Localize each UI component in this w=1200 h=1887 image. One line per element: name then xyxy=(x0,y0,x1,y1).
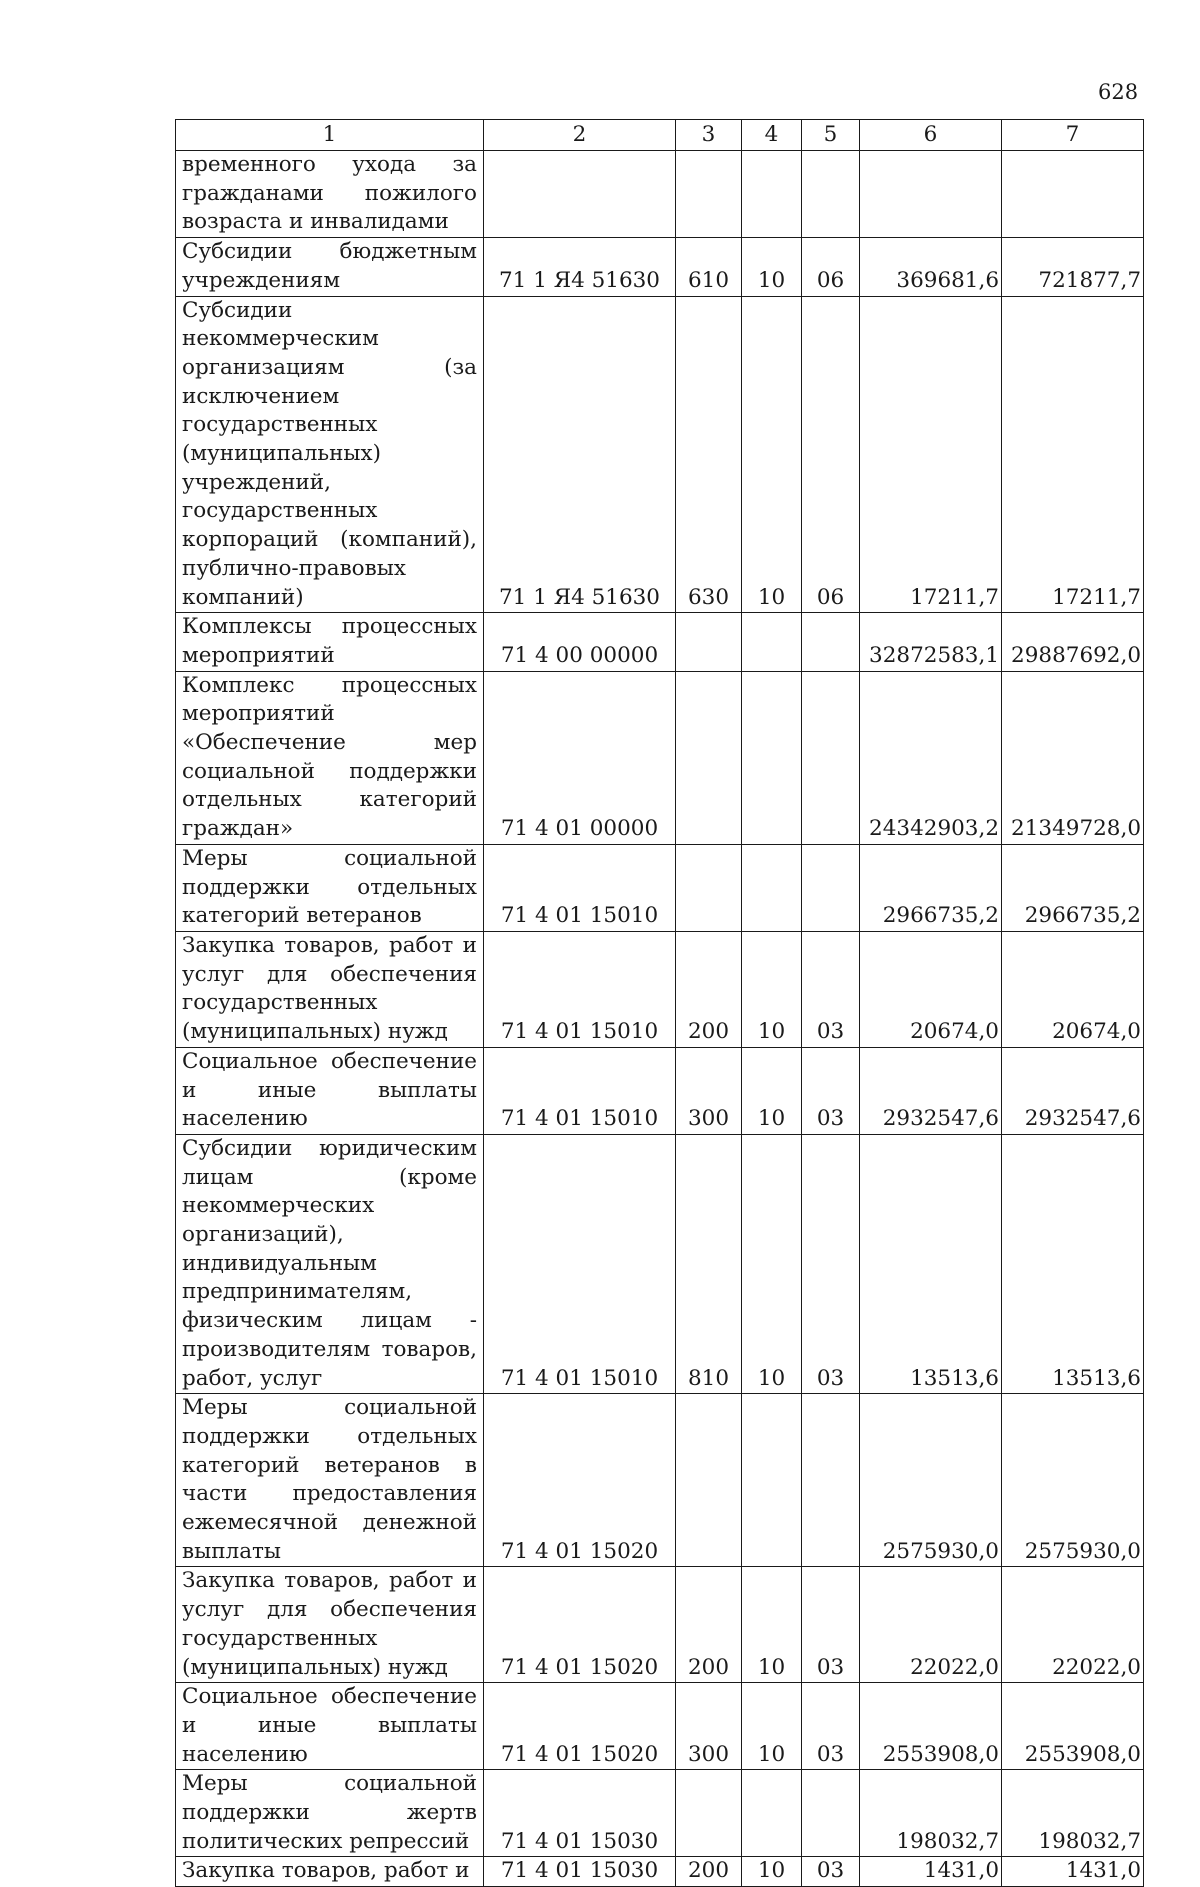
table-body xyxy=(176,151,1144,1887)
section-cell: 10 xyxy=(742,1134,802,1393)
row-label-cell: Меры социальной поддержки отдельных категорий ветеранов в части предоставления ежемесячной денежной выплаты xyxy=(176,1394,484,1567)
amount-year1-cell xyxy=(860,151,1002,238)
column-header: 1 xyxy=(176,120,484,151)
subsection-cell xyxy=(802,613,860,671)
column-header: 7 xyxy=(1002,120,1144,151)
subsection-cell xyxy=(802,151,860,238)
table-header-row xyxy=(176,120,1144,151)
amount-year2-cell: 20674,0 xyxy=(1002,931,1144,1047)
amount-year2-cell: 2932547,6 xyxy=(1002,1047,1144,1134)
expense-type-cell: 630 xyxy=(676,296,742,613)
amount-year1-cell: 2932547,6 xyxy=(860,1047,1002,1134)
table-row xyxy=(176,613,1144,671)
target-code-cell: 71 1 Я4 51630 xyxy=(484,296,676,613)
table-row xyxy=(176,1394,1144,1567)
expense-type-cell xyxy=(676,151,742,238)
row-label-cell: Субсидии юридическим лицам (кроме некоммерческих организаций), индивидуальным предпринимателям, физическим лицам - производителям товаров, работ, услуг xyxy=(176,1134,484,1393)
subsection-cell: 06 xyxy=(802,296,860,613)
row-label-cell: Субсидии бюджетным учреждениям xyxy=(176,238,484,296)
subsection-cell xyxy=(802,1770,860,1857)
target-code-cell: 71 4 01 15010 xyxy=(484,1134,676,1393)
amount-year2-cell: 2966735,2 xyxy=(1002,844,1144,931)
table-row xyxy=(176,296,1144,613)
table-row xyxy=(176,1857,1144,1887)
amount-year1-cell: 369681,6 xyxy=(860,238,1002,296)
amount-year2-cell: 1431,0 xyxy=(1002,1857,1144,1887)
subsection-cell: 03 xyxy=(802,1047,860,1134)
section-cell xyxy=(742,844,802,931)
section-cell xyxy=(742,671,802,844)
section-cell xyxy=(742,1770,802,1857)
amount-year2-cell: 29887692,0 xyxy=(1002,613,1144,671)
row-label-cell: Социальное обеспечение и иные выплаты населению xyxy=(176,1683,484,1770)
row-label-cell: Меры социальной поддержки отдельных категорий ветеранов xyxy=(176,844,484,931)
row-label-cell: Закупка товаров, работ и услуг для обеспечения государственных (муниципальных) нужд xyxy=(176,1567,484,1683)
target-code-cell: 71 4 01 15010 xyxy=(484,1047,676,1134)
section-cell xyxy=(742,1394,802,1567)
section-cell: 10 xyxy=(742,1567,802,1683)
amount-year1-cell: 22022,0 xyxy=(860,1567,1002,1683)
column-header: 2 xyxy=(484,120,676,151)
section-cell: 10 xyxy=(742,296,802,613)
amount-year2-cell: 721877,7 xyxy=(1002,238,1144,296)
amount-year1-cell: 2575930,0 xyxy=(860,1394,1002,1567)
expense-type-cell xyxy=(676,1770,742,1857)
page-number: 628 xyxy=(1098,80,1139,104)
row-label-cell: Закупка товаров, работ и услуг для обеспечения государственных (муниципальных) нужд xyxy=(176,931,484,1047)
expense-type-cell xyxy=(676,1394,742,1567)
row-label-cell: временного ухода за гражданами пожилого возраста и инвалидами xyxy=(176,151,484,238)
amount-year2-cell: 17211,7 xyxy=(1002,296,1144,613)
table-row xyxy=(176,1770,1144,1857)
subsection-cell: 03 xyxy=(802,1134,860,1393)
amount-year2-cell: 2553908,0 xyxy=(1002,1683,1144,1770)
section-cell: 10 xyxy=(742,1857,802,1887)
subsection-cell xyxy=(802,671,860,844)
section-cell xyxy=(742,151,802,238)
column-header: 3 xyxy=(676,120,742,151)
amount-year1-cell: 198032,7 xyxy=(860,1770,1002,1857)
amount-year1-cell: 1431,0 xyxy=(860,1857,1002,1887)
table-row xyxy=(176,238,1144,296)
target-code-cell: 71 4 01 15010 xyxy=(484,844,676,931)
section-cell: 10 xyxy=(742,1047,802,1134)
row-label-cell: Субсидии некоммерческим организациям (за исключением государственных (муниципальных) учреждений, государственных корпораций (компаний), публично-правовых компаний) xyxy=(176,296,484,613)
expense-type-cell: 610 xyxy=(676,238,742,296)
table-row xyxy=(176,671,1144,844)
amount-year2-cell: 22022,0 xyxy=(1002,1567,1144,1683)
subsection-cell: 03 xyxy=(802,1567,860,1683)
expense-type-cell: 200 xyxy=(676,1857,742,1887)
target-code-cell: 71 4 01 15030 xyxy=(484,1857,676,1887)
target-code-cell: 71 4 01 00000 xyxy=(484,671,676,844)
amount-year1-cell: 2966735,2 xyxy=(860,844,1002,931)
amount-year1-cell: 32872583,1 xyxy=(860,613,1002,671)
expense-type-cell: 200 xyxy=(676,931,742,1047)
target-code-cell: 71 4 01 15020 xyxy=(484,1683,676,1770)
table-row xyxy=(176,151,1144,238)
budget-table xyxy=(175,119,1144,1887)
section-cell: 10 xyxy=(742,931,802,1047)
expense-type-cell: 300 xyxy=(676,1683,742,1770)
expense-type-cell xyxy=(676,671,742,844)
target-code-cell: 71 4 01 15020 xyxy=(484,1394,676,1567)
column-header: 4 xyxy=(742,120,802,151)
target-code-cell xyxy=(484,151,676,238)
amount-year1-cell: 2553908,0 xyxy=(860,1683,1002,1770)
expense-type-cell xyxy=(676,613,742,671)
target-code-cell: 71 4 01 15030 xyxy=(484,1770,676,1857)
row-label-cell: Комплекс процессных мероприятий «Обеспечение мер социальной поддержки отдельных категорий граждан» xyxy=(176,671,484,844)
expense-type-cell xyxy=(676,844,742,931)
table-row xyxy=(176,1567,1144,1683)
row-label-cell: Меры социальной поддержки жертв политических репрессий xyxy=(176,1770,484,1857)
target-code-cell: 71 4 01 15020 xyxy=(484,1567,676,1683)
subsection-cell: 03 xyxy=(802,1683,860,1770)
subsection-cell xyxy=(802,1394,860,1567)
target-code-cell: 71 4 01 15010 xyxy=(484,931,676,1047)
table-row xyxy=(176,1134,1144,1393)
amount-year2-cell: 21349728,0 xyxy=(1002,671,1144,844)
subsection-cell: 06 xyxy=(802,238,860,296)
subsection-cell xyxy=(802,844,860,931)
table-row xyxy=(176,1047,1144,1134)
amount-year2-cell xyxy=(1002,151,1144,238)
amount-year1-cell: 24342903,2 xyxy=(860,671,1002,844)
target-code-cell: 71 4 00 00000 xyxy=(484,613,676,671)
table-row xyxy=(176,844,1144,931)
expense-type-cell: 810 xyxy=(676,1134,742,1393)
subsection-cell: 03 xyxy=(802,931,860,1047)
column-header: 5 xyxy=(802,120,860,151)
row-label-cell: Социальное обеспечение и иные выплаты населению xyxy=(176,1047,484,1134)
section-cell: 10 xyxy=(742,238,802,296)
column-header: 6 xyxy=(860,120,1002,151)
target-code-cell: 71 1 Я4 51630 xyxy=(484,238,676,296)
amount-year2-cell: 13513,6 xyxy=(1002,1134,1144,1393)
amount-year1-cell: 17211,7 xyxy=(860,296,1002,613)
amount-year1-cell: 13513,6 xyxy=(860,1134,1002,1393)
section-cell xyxy=(742,613,802,671)
expense-type-cell: 200 xyxy=(676,1567,742,1683)
section-cell: 10 xyxy=(742,1683,802,1770)
expense-type-cell: 300 xyxy=(676,1047,742,1134)
amount-year1-cell: 20674,0 xyxy=(860,931,1002,1047)
amount-year2-cell: 2575930,0 xyxy=(1002,1394,1144,1567)
amount-year2-cell: 198032,7 xyxy=(1002,1770,1144,1857)
row-label-cell: Комплексы процессных мероприятий xyxy=(176,613,484,671)
table-row xyxy=(176,931,1144,1047)
subsection-cell: 03 xyxy=(802,1857,860,1887)
row-label-cell: Закупка товаров, работ и xyxy=(176,1857,484,1887)
